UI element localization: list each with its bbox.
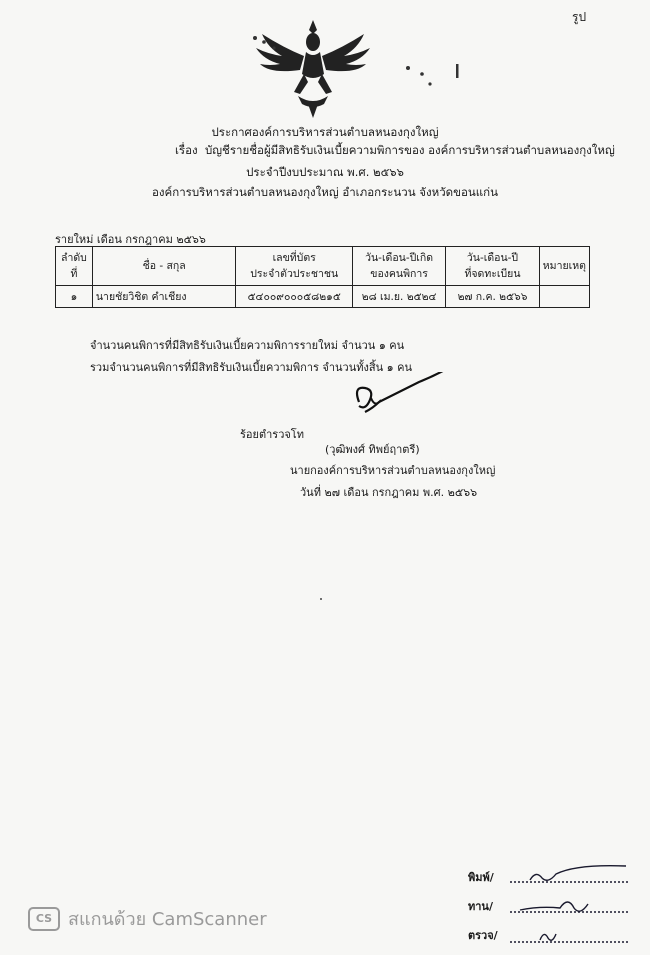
handwritten-signature-icon <box>345 372 465 427</box>
document-header <box>0 122 650 142</box>
signer-name: (วุฒิพงศ์ ทิพย์ฤาตรี) <box>325 443 420 456</box>
signer-rank: ร้อยตำรวจโท <box>240 428 304 441</box>
stamp-print: พิมพ์/ <box>468 871 494 884</box>
stamp-initials-icon <box>500 860 640 955</box>
col-no: ลำดับ ที่ <box>56 247 93 286</box>
col-reg-date: วัน-เดือน-ปี ที่จดทะเบียน <box>446 247 540 286</box>
subject-label: เรื่อง <box>175 143 198 157</box>
cell-dob: ๒๘ เม.ย. ๒๕๒๔ <box>352 286 445 308</box>
cell-note <box>539 286 589 308</box>
cell-no: ๑ <box>56 286 93 308</box>
summary-new-count: จำนวนคนพิการที่มีสิทธิรับเงินเบี้ยความพิการรายใหม่ จำนวน ๑ คน <box>90 339 405 352</box>
table-row <box>56 286 590 308</box>
section-title: รายใหม่ เดือน กรกฎาคม ๒๕๖๖ <box>55 233 206 246</box>
camscanner-watermark <box>28 904 267 933</box>
registry-table <box>55 246 590 308</box>
col-name: ชื่อ - สกุล <box>92 247 236 286</box>
signer-position: นายกองค์การบริหารส่วนตำบลหนองกุงใหญ่ <box>290 464 496 477</box>
watermark-text: สแกนด้วย CamScanner <box>68 909 267 930</box>
stamp-check: ทาน/ <box>468 900 493 913</box>
organization-line: องค์การบริหารส่วนตำบลหนองกุงใหญ่ อำเภอกระนวน จังหวัดขอนแก่น <box>152 185 498 199</box>
fiscal-year-line: ประจำปีงบประมาณ พ.ศ. ๒๕๖๖ <box>246 165 404 179</box>
announcement-title: ประกาศองค์การบริหารส่วนตำบลหนองกุงใหญ่ <box>211 125 439 139</box>
cell-id: ๕๔๐๐๙๐๐๐๕๘๒๑๕ <box>236 286 353 308</box>
signature-date: วันที่ ๒๗ เดือน กรกฎาคม พ.ศ. ๒๕๖๖ <box>300 486 478 499</box>
table-header-row <box>56 247 590 286</box>
corner-handwritten-mark: รูป <box>572 10 587 24</box>
decorative-dots <box>250 30 300 60</box>
col-dob: วัน-เดือน-ปีเกิด ของคนพิการ <box>352 247 445 286</box>
subject-line <box>175 142 615 160</box>
approval-stamp <box>468 868 498 955</box>
camscanner-logo-icon: CS <box>28 907 60 931</box>
decorative-dots <box>400 62 470 102</box>
col-id: เลขที่บัตร ประจำตัวประชาชน <box>236 247 353 286</box>
stamp-verify: ตรวจ/ <box>468 929 498 942</box>
cell-name: นายชัยวิชิต คำเชียง <box>92 286 236 308</box>
cell-reg-date: ๒๗ ก.ค. ๒๕๖๖ <box>446 286 540 308</box>
col-note: หมายเหตุ <box>539 247 589 286</box>
summary-total-count: รวมจำนวนคนพิการที่มีสิทธิรับเงินเบี้ยความพิการ จำนวนทั้งสิ้น ๑ คน <box>90 361 412 374</box>
subject-text: บัญชีรายชื่อผู้มีสิทธิรับเงินเบี้ยความพิการของ องค์การบริหารส่วนตำบลหนองกุงใหญ่ <box>204 143 615 157</box>
garuda-emblem-icon <box>248 12 378 122</box>
document-header-lower <box>0 162 650 202</box>
stray-dot <box>320 598 322 600</box>
